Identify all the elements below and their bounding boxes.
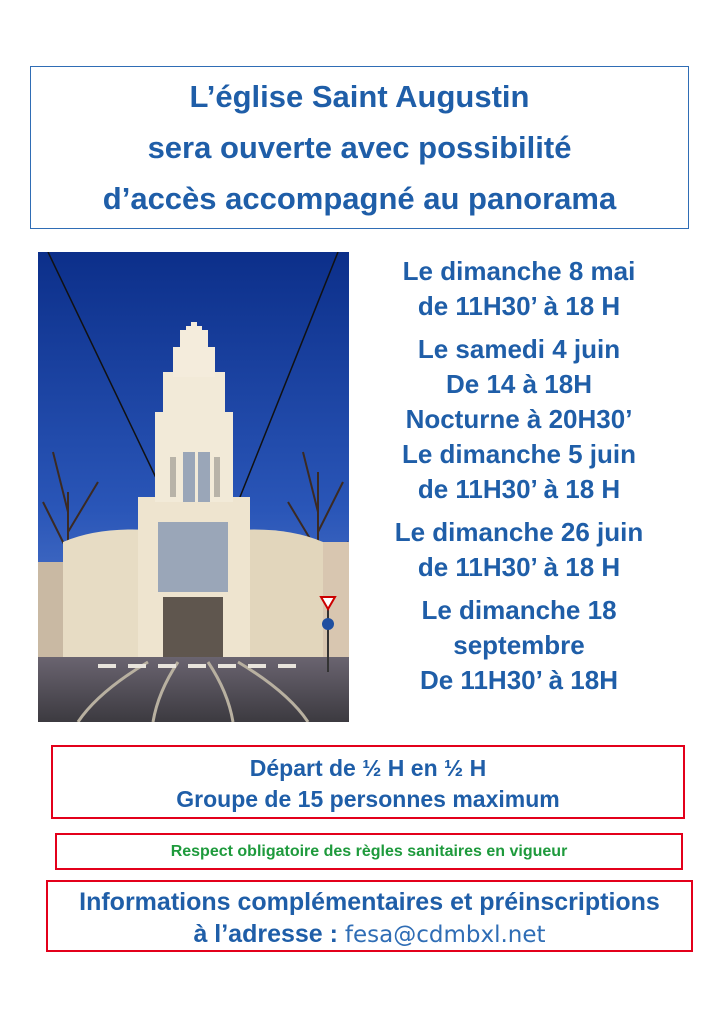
sanitary-box bbox=[55, 833, 683, 870]
schedule-line: Le dimanche 8 mai bbox=[402, 256, 636, 286]
schedule bbox=[360, 254, 678, 706]
info-box bbox=[46, 880, 693, 952]
schedule-line: Le samedi 4 juin bbox=[417, 334, 621, 364]
info-address-prefix: à l’adresse : bbox=[193, 920, 345, 948]
schedule-block-3 bbox=[360, 515, 678, 585]
title-box bbox=[30, 66, 689, 229]
sanitary-text: Respect obligatoire des règles sanitaires en vigueur bbox=[170, 842, 568, 860]
email-link[interactable]: fesa@cdmbxl.net bbox=[344, 922, 546, 948]
church-photo bbox=[38, 252, 349, 722]
schedule-block-4 bbox=[360, 593, 678, 698]
schedule-line: de 11H30’ à 18 H bbox=[417, 291, 621, 321]
title-line-1: L’église Saint Augustin bbox=[189, 79, 530, 114]
schedule-line: Nocturne à 20H30’ bbox=[405, 404, 633, 434]
schedule-line: Le dimanche 26 juin bbox=[394, 517, 644, 547]
title-line-2: sera ouverte avec possibilité bbox=[147, 130, 572, 165]
schedule-line: Le dimanche 5 juin bbox=[401, 439, 637, 469]
schedule-line: septembre bbox=[453, 630, 585, 660]
church-illustration bbox=[38, 252, 349, 722]
info-line-2 bbox=[48, 918, 691, 951]
departure-box bbox=[51, 745, 685, 819]
schedule-line: de 11H30’ à 18 H bbox=[417, 474, 621, 504]
schedule-block-2 bbox=[360, 332, 678, 507]
info-line-1: Informations complémentaires et préinscriptions bbox=[79, 888, 660, 916]
schedule-line: de 11H30’ à 18 H bbox=[417, 552, 621, 582]
departure-line-2: Groupe de 15 personnes maximum bbox=[176, 786, 560, 812]
departure-line-1: Départ de ½ H en ½ H bbox=[249, 755, 487, 781]
schedule-line: De 14 à 18H bbox=[446, 369, 592, 399]
schedule-block-1 bbox=[360, 254, 678, 324]
title-line-3: d’accès accompagné au panorama bbox=[102, 181, 617, 216]
schedule-line: Le dimanche 18 bbox=[421, 595, 617, 625]
schedule-line: De 11H30’ à 18H bbox=[419, 665, 619, 695]
